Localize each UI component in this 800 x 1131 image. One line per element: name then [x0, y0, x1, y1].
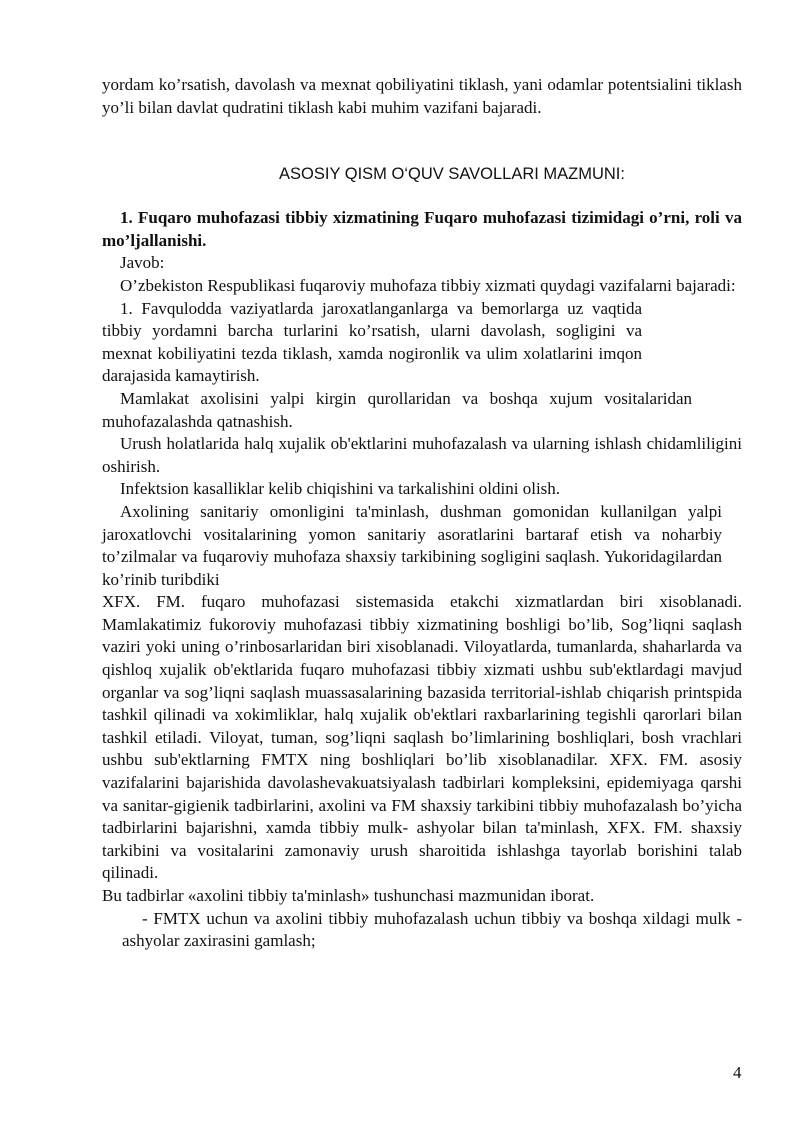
document-page	[102, 74, 742, 953]
item-2: Mamlakat axolisini yalpi kirgin qurollaridan va boshqa xujum vositalaridan muhofazalashda qatnashish.	[102, 388, 692, 431]
intro-paragraph: yordam ko’rsatish, davolash va mexnat qobiliyatini tiklash, yani odamlar potentsialini tiklash yo’li bilan davlat qudratini tiklash kabi muhim vazifani bajaradi.	[102, 75, 742, 117]
bullet-item-1: - FMTX uchun va axolini tibbiy muhofazalash uchun tibbiy va boshqa xildagi mulk - ashyolar zaxirasini gamlash;	[122, 908, 742, 951]
body-paragraph-1: XFX. FM. fuqaro muhofazasi sistemasida etakchi xizmatlardan biri xisoblanadi. Mamlakatimiz fukoroviy muhofazasi tibbiy xizmatining boshligi bo’lib, Sog’liqni saqlash vaziri yoki uning o’rinbosarlaridan biri xisoblanadi. Viloyatlarda, tumanlarda, shaharlarda va qishloq xujalik ob'ektlarida fuqaro muhofazasi tibbiy xizmati ushbu sub'ektlardagi mavjud organlar va sog’liqni saqlash muassasalarining bazasida territorial-ishlab chiqarish printspida tashkil qilinadi va xokimliklar, halq xujalik ob'ektlari raxbarlarining tegishli qarorlari bilan tashkil etiladi. Viloyat, tuman, sog’liqni saqlash bo’limlarining boshliqlari, bosh vrachlari ushbu sub'ektlarning FMTX ning boshliqlari bo’lib xisoblanadilar. XFX. FM. asosiy vazifalarini bajarishida davolashevakuatsiyalash tadbirlari kompleksini, epidemiyaga qarshi va sanitar-gigienik tadbirlarini, axolini va FM shaxsiy tarkibini tibbiy muhofazalash bo’yicha tadbirlarini bajarishni, xamda tibbiy mulk- ashyolar bilan ta'minlash, XFX. FM. shaxsiy tarkibini va vositalarini zamonaviy urush sharoitida ishlashga tayorlab borishini talab qilinadi.	[102, 592, 742, 883]
lead-paragraph: O’zbekiston Respublikasi fuqaroviy muhofaza tibbiy xizmati quydagi vazifalarni bajaradi:	[120, 275, 736, 295]
body-paragraph-2: Bu tadbirlar «axolini tibbiy ta'minlash» tushunchasi mazmunidan iborat.	[102, 886, 595, 905]
item-4: Infektsion kasalliklar kelib chiqishini va tarkalishini oldini olish.	[120, 479, 561, 499]
item-5: Axolining sanitariy omonligini ta'minlash, dushman gomonidan kullanilgan yalpi jaroxatlovchi vositalarining yomon sanitariy asoratlarini bartaraf etish va noharbiy to’zilmalar va fuqaroviy muhofaza shaxsiy tarkibining sogligini saqlash. Yukoridagilardan ko’rinib turibdiki	[102, 501, 722, 589]
page-number: 4	[733, 1063, 742, 1082]
item-1: 1. Favqulodda vaziyatlarda jaroxatlanganlarga va bemorlarga uz vaqtida tibbiy yordamni barcha turlarini ko’rsatish, ularni davolash, sogligini va mexnat kobiliyatini tezda tiklash, xamda nogironlik va ulim xolatlarini imqon darajasida kamaytirish.	[102, 298, 642, 386]
question-title: 1. Fuqaro muhofazasi tibbiy xizmatining Fuqaro muhofazasi tizimidagi o’rni, roli va mo’ljallanishi.	[102, 208, 742, 250]
item-3: Urush holatlarida halq xujalik ob'ektlarini muhofazalash va ularning ishlash chidamliligini oshirish.	[102, 434, 742, 476]
answer-label: Javob:	[120, 253, 165, 273]
section-heading: ASOSIY QISM O‘QUV SAVOLLARI MAZMUNI:	[279, 165, 625, 184]
